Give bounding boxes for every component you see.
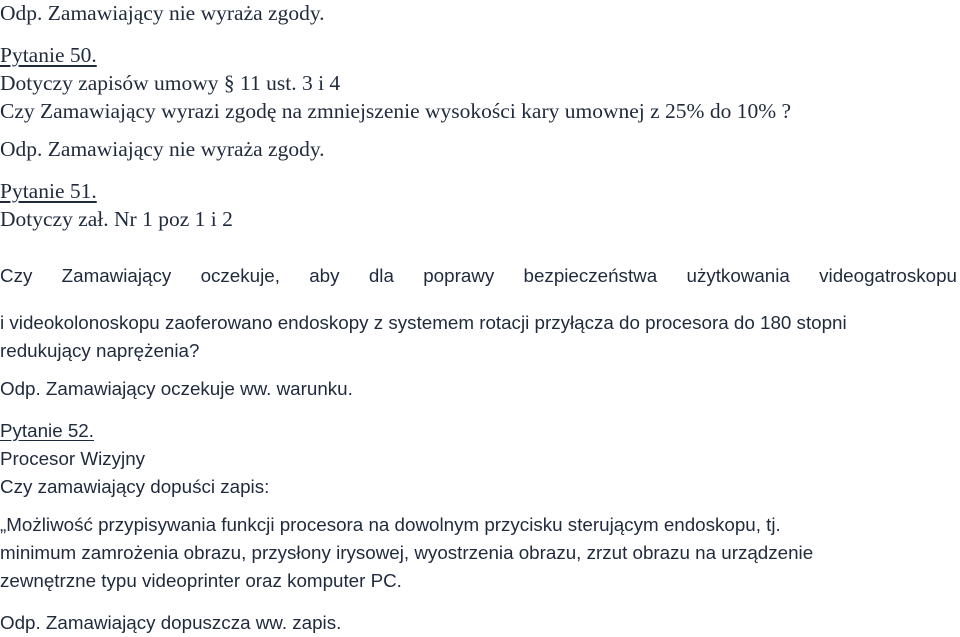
- question-52-quote-line-2: minimum zamrożenia obrazu, przysłony irysowej, wyostrzenia obrazu, zrzut obrazu na urządzenie: [0, 541, 814, 563]
- spacer: [0, 125, 957, 135]
- spacer: [0, 501, 957, 511]
- question-52-title: Pytanie 52.: [0, 419, 94, 441]
- question-51-title: Pytanie 51.: [0, 179, 97, 203]
- question-52-intro: Czy zamawiający dopuści zapis:: [0, 475, 270, 497]
- spacer: [0, 595, 957, 609]
- question-51-text-line-2: i videokolonoskopu zaoferowano endoskopy z systemem rotacji przyłącza do procesora do 180 stopni: [0, 311, 847, 333]
- question-52-quote-line-1: „Możliwość przypisywania funkcji procesora na dowolnym przycisku sterującym endoskopu, tj.: [0, 513, 781, 535]
- question-52-quote-line-3: zewnętrzne typu videoprinter oraz komputer PC.: [0, 569, 402, 591]
- question-52-reference: Procesor Wizyjny: [0, 447, 146, 469]
- answer-49: Odp. Zamawiający nie wyraża zgody.: [0, 1, 325, 25]
- question-51-text-line-1: Czy Zamawiający oczekuje, aby dla poprawy bezpieczeństwa użytkowania videogatroskopu: [0, 264, 957, 286]
- spacer: [0, 403, 957, 417]
- question-51-reference: Dotyczy zał. Nr 1 poz 1 i 2: [0, 207, 233, 231]
- spacer: [0, 163, 957, 177]
- spacer: [0, 365, 957, 375]
- spacer: [0, 27, 957, 41]
- question-50-text: Czy Zamawiający wyrazi zgodę na zmniejszenie wysokości kary umownej z 25% do 10% ?: [0, 99, 792, 123]
- answer-51: Odp. Zamawiający oczekuje ww. warunku.: [0, 377, 353, 399]
- question-50-title: Pytanie 50.: [0, 43, 97, 67]
- spacer: [0, 233, 957, 243]
- answer-50: Odp. Zamawiający nie wyraża zgody.: [0, 137, 325, 161]
- question-50-reference: Dotyczy zapisów umowy § 11 ust. 3 i 4: [0, 71, 341, 95]
- answer-52: Odp. Zamawiający dopuszcza ww. zapis.: [0, 611, 342, 633]
- question-51-text-line-3: redukujący naprężenia?: [0, 339, 200, 361]
